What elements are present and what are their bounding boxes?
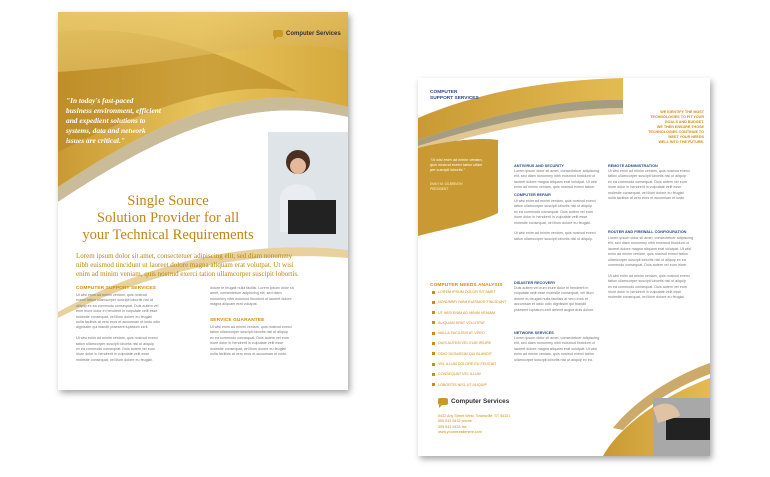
list-item: LOREM IPSUM DOLOR SIT AMET: [432, 287, 506, 297]
list-item: NULLA FACILISIS AT VERO: [432, 328, 506, 338]
back-side-quote: "Ut wisi enim ad minim veniam, quis nostrud exerci tation ullam per suscipit lobortis.": [430, 158, 483, 172]
chat-bubble-icon: [273, 30, 283, 37]
back-right-text-1: Ut wisi enim ad minim veniam, quis nostrud exerci tation ullamcorper suscipit lobortis nisl ut aliquip ex ea commodo consequat. Duis autem vel eum iriure dolor in hendrerit in vulputate velit esse molestie consequat, vel illum dolore eu feugiat nulla facilisis at vero eros et accumsan et iusto.: [608, 169, 690, 201]
front-col1-heading: COMPUTER SUPPORT SERVICES: [76, 286, 156, 291]
back-right-text-2: Lorem ipsum dolor sit amet, consectetuer adipiscing elit, sed diam nonummy nibh euismod tincidunt ut laoreet dolore magna aliquam erat volutpat. Ut wisi enim ad minim veniam, quis nostrud exerci tation ullamcorper suscipit lobortis nisl ut aliquip ex ea commodo consequat. Duis autem vel eum iriure. Ut wisi enim ad minim veniam, quis nostrud exerci tation ullamcorper suscipit lobortis nisl ut aliquip ex ea commodo consequat. Duis autem vel eum iriure dolor in hendrerit in vulputate velit esse molestie consequat, vel illum dolore eu feugiat.: [608, 236, 694, 300]
back-mid-text-1: Lorem ipsum dolor sit amet, consectetuer adipiscing elit, sed diam nonummy nibh euismod tincidunt ut laoreet dolore magna aliquam erat volutpat. Ut wisi enim ad minim veniam, quis nostrud exerci tation.: [514, 169, 600, 190]
chat-bubble-icon: [438, 398, 448, 405]
back-needs-list: [432, 287, 506, 390]
front-col2-heading: SERVICE GUARANTEE: [210, 318, 265, 323]
list-item: UT WISI ENIM AD MINIM VENIAM: [432, 308, 506, 318]
list-item: ALIQUAM ERAT VOLUTPAT: [432, 318, 506, 328]
back-logo-text: Computer Services: [451, 398, 510, 405]
front-col2-text: dolore te feugait nulla facilisi. Lorem ipsum dolor sit amet, consectetuer adipiscing elit, sed diam nonummy nibh euismod tincidunt ut laoreet dolore magna aliquam erat volutpat.: [210, 286, 294, 307]
list-item: LOBORTIS NISL UT ALIQUIP: [432, 380, 506, 390]
front-lead-paragraph: Lorem ipsum dolor sit amet, consectetuer adipiscing elit, sed diam nonummy nibh euismod tincidunt ut laoreet dolore magna aliquam erat volutpat. Ut wisi enim ad minim veniam, quis nostrud exerci tation ullamcorper suscipit lobortis.: [76, 252, 299, 278]
list-item: DUIS AUTEM VEL EUM IRIURE: [432, 338, 506, 348]
flyer-back-page: [418, 78, 710, 456]
list-item: NONUMMY NIBH EUISMOD TINCIDUNT: [432, 297, 506, 307]
back-top-title: COMPUTER SUPPORT SERVICES: [430, 90, 479, 101]
list-item: CONSEQUAT VEL ILLUM: [432, 369, 506, 379]
back-mid-text-3: Duis autem vel eum iriure dolor in hendrerit in vulputate velit esse molestie consequat, vel illum dolore eu feugiat nulla facilisis at vero eros et accumsan et iusto odio dignissim qui blandit praesent luptatum zzril delenit augue duis dolore.: [514, 286, 595, 312]
list-item: ODIO DIGNISSIM QUI BLANDIT: [432, 349, 506, 359]
back-top-right-quote: WE IDENTIFY THE MOST TECHNOLOGIES TO FIT YOUR GOALS AND BUDGET. WE THEN ENSURE THOSE TECHNOLOGIES CONTINUE TO MEET YOUR NEEDS WELL INTO THE FUTURE.: [648, 110, 704, 144]
front-logo-text: Computer Services: [286, 30, 341, 37]
front-col2-text2: Ut wisi enim ad minim veniam, quis nostrud exerci tation ullamcorper suscipit lobortis nisl ut aliquip ex ea commodo consequat. Duis autem vel eum iriure dolor in hendrerit in vulputate velit esse molestie consequat, vel illum dolore eu feugiat nulla facilisis at vero eros et accumsan et iusto.: [210, 325, 292, 357]
back-mid-heading-1: ANTIVIRUS AND SECURITY: [514, 164, 564, 168]
back-mid-heading-4: NETWORK SERVICES: [514, 331, 554, 335]
front-quote: "In today's fast-paced business environment, efficient and expedient solutions to systems, data and network issues are critical.": [66, 96, 161, 145]
back-logo: [438, 398, 509, 405]
front-logo: [273, 30, 341, 37]
list-item: VEL ILLUM DOLORE EU FEUGIAT: [432, 359, 506, 369]
flyer-front-page: [58, 12, 348, 390]
back-list-heading: COMPUTER NEEDS ANALYSIS: [430, 283, 503, 288]
back-mid-text-2: Ut wisi enim ad minim veniam, quis nostrud exerci tation ullamcorper suscipit lobortis nisl ut aliquip ex ea commodo consequat. Duis autem vel eum iriure dolor in hendrerit in vulputate velit esse molestie consequat, vel illum dolore eu feugiat. Ut wisi enim ad minim veniam, quis nostrud exerci tation ullamcorper suscipit lobortis nisl ut aliquip.: [514, 199, 596, 241]
back-mid-heading-3: DISASTER RECOVERY: [514, 281, 556, 285]
back-right-heading-1: REMOTE ADMINISTRATION: [608, 164, 658, 168]
back-quote-attribution: EMILY M. GILBREATH PRESIDENT: [430, 182, 463, 191]
back-right-heading-2: ROUTER AND FIREWALL CONFIGURATION: [608, 230, 687, 234]
back-mid-text-4: Lorem ipsum dolor sit amet, consectetuer adipiscing elit, sed diam nonummy nibh euismod tincidunt ut laoreet dolore magna aliquam erat volutpat. Ut wisi enim ad minim veniam, quis nostrud exerci tation ullamcorper suscipit lobortis nisl ut aliquip ex ea.: [514, 336, 600, 362]
back-address: 5432 Any Street West, Townsville, ST 54321 555 543 5432 phone 555 543 5433 fax www.yourwebsitehere.com: [438, 414, 511, 435]
back-mid-heading-2: COMPUTER REPAIR: [514, 193, 551, 197]
front-col1-text: Ut wisi enim ad minim veniam, quis nostrud exerci tation ullamcorper suscipit lobortis nisl ut aliquip ex ea commodo consequat. Duis autem vel eum iriure dolor in hendrerit in vulputate velit esse molestie consequat, vel illum dolore eu feugiat nulla facilisis at vero eros et accumsan et iusto odio dignissim qui blandit praesent luptatum zzril. Ut wisi enim ad minim veniam, quis nostrud exerci tation ullamcorper suscipit lobortis nisl ut aliquip ex ea commodo consequat. Duis autem vel eum iriure dolor in hendrerit in vulputate velit esse molestie consequat, vel illum dolore eu feugiat.: [76, 293, 161, 362]
front-headline: Single Source Solution Provider for all your Technical Requirements: [82, 193, 254, 243]
